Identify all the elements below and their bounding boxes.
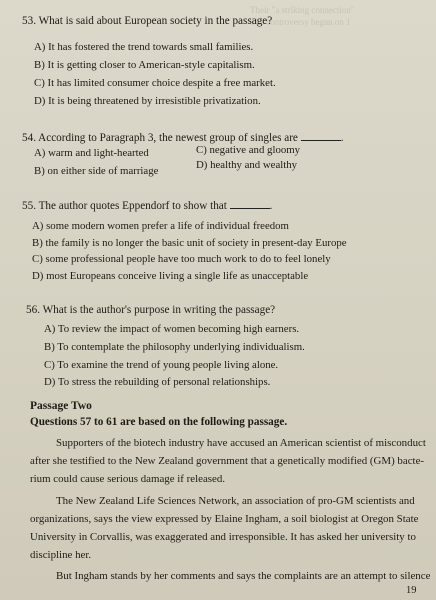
passage-heading: Passage Two xyxy=(30,400,92,412)
question-54: 54. According to Paragraph 3, the newest group of singles are . xyxy=(22,132,344,144)
passage-paragraph-2-line-1: The New Zealand Life Sciences Network, an association of pro-GM scientists and xyxy=(56,495,415,507)
q53-option-a[interactable]: A) It has fostered the trend towards small families. xyxy=(34,41,254,53)
q53-option-d[interactable]: D) It is being threatened by irresistible privatization. xyxy=(34,95,261,107)
q53-option-b[interactable]: B) It is getting closer to American-style capitalism. xyxy=(34,59,255,71)
passage-paragraph-1-line-3: rium could cause serious damage if released. xyxy=(30,473,226,485)
q54-option-c[interactable]: C) negative and gloomy xyxy=(196,144,301,156)
passage-paragraph-2-line-3: University in Corvallis, was exaggerated and irresponsible. It has asked her university to xyxy=(30,531,416,543)
answer-blank xyxy=(230,198,270,209)
question-53: 53. What is said about European society in the passage? xyxy=(22,15,273,27)
q56-option-b[interactable]: B) To contemplate the philosophy underlying individualism. xyxy=(44,341,305,353)
answer-blank xyxy=(301,130,341,141)
q55-option-b[interactable]: B) the family is no longer the basic unit of society in present-day Europe xyxy=(32,237,347,249)
passage-paragraph-1-line-1: Supporters of the biotech industry have accused an American scientist of misconduct xyxy=(56,437,426,449)
q56-option-d[interactable]: D) To stress the rebuilding of personal relationships. xyxy=(44,376,271,388)
passage-instructions: Questions 57 to 61 are based on the following passage. xyxy=(30,416,288,428)
q56-option-c[interactable]: C) To examine the trend of young people living alone. xyxy=(44,359,279,371)
passage-paragraph-3-line-1: But Ingham stands by her comments and says the complaints are an attempt to silence xyxy=(56,570,431,582)
q53-option-c[interactable]: C) It has limited consumer choice despite a free market. xyxy=(34,77,276,89)
q55-option-a[interactable]: A) some modern women prefer a life of individual freedom xyxy=(32,220,289,232)
passage-paragraph-1-line-2: after she testified to the New Zealand government that a genetically modified (GM) bacte- xyxy=(30,455,425,467)
bleed-through-text: Their "a striking connection" The controversy began on 1 xyxy=(250,5,355,27)
q55-option-d[interactable]: D) most Europeans conceive living a single life as unacceptable xyxy=(32,270,309,282)
q54-option-d[interactable]: D) healthy and wealthy xyxy=(196,159,298,171)
passage-paragraph-2-line-4: discipline her. xyxy=(30,549,92,561)
page-number: 19 xyxy=(406,585,417,596)
passage-paragraph-2-line-2: organizations, says the view expressed by Elaine Ingham, a soil biologist at Oregon State xyxy=(30,513,419,525)
q54-option-a[interactable]: A) warm and light-hearted xyxy=(34,147,149,159)
q55-option-c[interactable]: C) some professional people have too much work to do to feel lonely xyxy=(32,253,331,265)
q56-option-a[interactable]: A) To review the impact of women becoming high earners. xyxy=(44,323,300,335)
q54-option-b[interactable]: B) on either side of marriage xyxy=(34,165,159,177)
question-56: 56. What is the author's purpose in writing the passage? xyxy=(26,304,276,316)
question-55: 55. The author quotes Eppendorf to show that . xyxy=(22,200,273,212)
